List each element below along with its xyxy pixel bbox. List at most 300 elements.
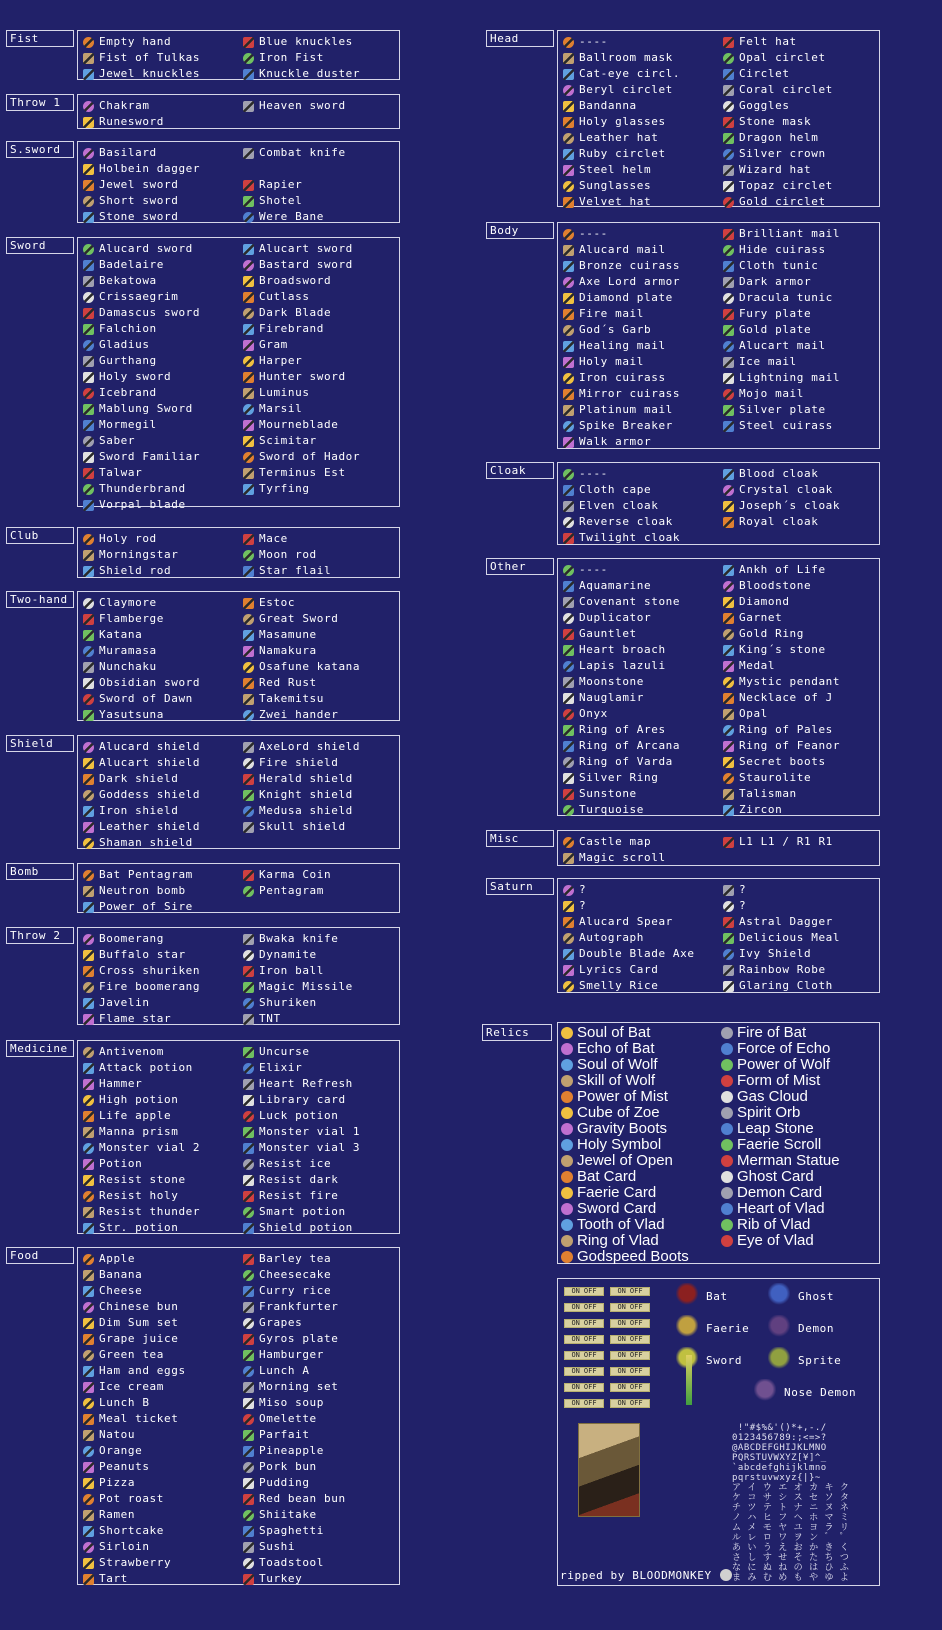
- item-antivenom[interactable]: [83, 1044, 238, 1060]
- item-silver-plate[interactable]: [723, 402, 878, 418]
- item-curry-rice[interactable]: [243, 1283, 398, 1299]
- item-dark-armor[interactable]: [723, 274, 878, 290]
- familiar-bat[interactable]: [676, 1283, 728, 1309]
- item-shortcake[interactable]: [83, 1523, 238, 1539]
- item-barley-tea[interactable]: [243, 1251, 398, 1267]
- item-jewel-knuckles[interactable]: [83, 66, 238, 82]
- item-library-card[interactable]: [243, 1092, 398, 1108]
- item-velvet-hat[interactable]: [563, 194, 718, 210]
- item-stone-mask[interactable]: [723, 114, 878, 130]
- on-off-toggle[interactable]: [610, 1351, 650, 1360]
- item-marsil[interactable]: [243, 401, 398, 417]
- item-falchion[interactable]: [83, 321, 238, 337]
- item-icebrand[interactable]: [83, 385, 238, 401]
- item-reverse-cloak[interactable]: [563, 514, 718, 530]
- item-karma-coin[interactable]: [243, 867, 398, 883]
- item-estoc[interactable]: [243, 595, 398, 611]
- item-terminus-est[interactable]: [243, 465, 398, 481]
- item-natou[interactable]: [83, 1427, 238, 1443]
- familiar-demon[interactable]: [768, 1315, 834, 1341]
- item-smart-potion[interactable]: [243, 1204, 398, 1220]
- item-green-tea[interactable]: [83, 1347, 238, 1363]
- item-bwaka-knife[interactable]: [243, 931, 398, 947]
- item-scimitar[interactable]: [243, 433, 398, 449]
- on-off-toggle[interactable]: [610, 1287, 650, 1296]
- item-spaghetti[interactable]: [243, 1523, 398, 1539]
- relic-power-of-wolf[interactable]: [721, 1057, 876, 1073]
- item-attack-potion[interactable]: [83, 1060, 238, 1076]
- item-alucard-spear[interactable]: [563, 914, 718, 930]
- item-dynamite[interactable]: [243, 947, 398, 963]
- item-healing-mail[interactable]: [563, 338, 718, 354]
- item-gold-ring[interactable]: [723, 626, 878, 642]
- relic-leap-stone[interactable]: [721, 1121, 876, 1137]
- item-iron-shield[interactable]: [83, 803, 238, 819]
- item-dark-shield[interactable]: [83, 771, 238, 787]
- item-pineapple[interactable]: [243, 1443, 398, 1459]
- item-king-s-stone[interactable]: [723, 642, 878, 658]
- item-duplicator[interactable]: [563, 610, 718, 626]
- item-talisman[interactable]: [723, 786, 878, 802]
- item-item[interactable]: [723, 898, 878, 914]
- item-pork-bun[interactable]: [243, 1459, 398, 1475]
- item-leather-hat[interactable]: [563, 130, 718, 146]
- item-sirloin[interactable]: [83, 1539, 238, 1555]
- item-grape-juice[interactable]: [83, 1331, 238, 1347]
- item-talwar[interactable]: [83, 465, 238, 481]
- item-delicious-meal[interactable]: [723, 930, 878, 946]
- item-shiitake[interactable]: [243, 1507, 398, 1523]
- item-parfait[interactable]: [243, 1427, 398, 1443]
- item-badelaire[interactable]: [83, 257, 238, 273]
- item-omelette[interactable]: [243, 1411, 398, 1427]
- item-sunstone[interactable]: [563, 786, 718, 802]
- item-peanuts[interactable]: [83, 1459, 238, 1475]
- relic-merman-statue[interactable]: [721, 1153, 876, 1169]
- item-potion[interactable]: [83, 1156, 238, 1172]
- item-strawberry[interactable]: [83, 1555, 238, 1571]
- item-buffalo-star[interactable]: [83, 947, 238, 963]
- item-medusa-shield[interactable]: [243, 803, 398, 819]
- item-dim-sum-set[interactable]: [83, 1315, 238, 1331]
- on-off-toggle[interactable]: [564, 1335, 604, 1344]
- item-item[interactable]: [563, 898, 718, 914]
- item-cat-eye-circl[interactable]: [563, 66, 718, 82]
- item-knuckle-duster[interactable]: [243, 66, 398, 82]
- item-toadstool[interactable]: [243, 1555, 398, 1571]
- item-medal[interactable]: [723, 658, 878, 674]
- item-str-potion[interactable]: [83, 1220, 238, 1236]
- item-firebrand[interactable]: [243, 321, 398, 337]
- item-item[interactable]: [563, 34, 718, 50]
- item-alucard-mail[interactable]: [563, 242, 718, 258]
- item-rainbow-robe[interactable]: [723, 962, 878, 978]
- relic-ring-of-vlad[interactable]: [561, 1233, 716, 1249]
- item-sunglasses[interactable]: [563, 178, 718, 194]
- item-masamune[interactable]: [243, 627, 398, 643]
- on-off-toggle[interactable]: [610, 1383, 650, 1392]
- relic-soul-of-bat[interactable]: [561, 1025, 716, 1041]
- item-zircon[interactable]: [723, 802, 878, 818]
- item-bastard-sword[interactable]: [243, 257, 398, 273]
- item-staurolite[interactable]: [723, 770, 878, 786]
- item-zwei-hander[interactable]: [243, 707, 398, 723]
- item-gladius[interactable]: [83, 337, 238, 353]
- item-blue-knuckles[interactable]: [243, 34, 398, 50]
- item-luminus[interactable]: [243, 385, 398, 401]
- item-shuriken[interactable]: [243, 995, 398, 1011]
- relic-echo-of-bat[interactable]: [561, 1041, 716, 1057]
- item-iron-ball[interactable]: [243, 963, 398, 979]
- relic-eye-of-vlad[interactable]: [721, 1233, 876, 1249]
- item-bloodstone[interactable]: [723, 578, 878, 594]
- item-hide-cuirass[interactable]: [723, 242, 878, 258]
- item-iron-cuirass[interactable]: [563, 370, 718, 386]
- relic-heart-of-vlad[interactable]: [721, 1201, 876, 1217]
- item-twilight-cloak[interactable]: [563, 530, 718, 546]
- item-neutron-bomb[interactable]: [83, 883, 238, 899]
- on-off-toggle[interactable]: [564, 1303, 604, 1312]
- on-off-toggle[interactable]: [610, 1367, 650, 1376]
- item-shield-rod[interactable]: [83, 563, 238, 579]
- item-god-s-garb[interactable]: [563, 322, 718, 338]
- item-holy-rod[interactable]: [83, 531, 238, 547]
- item-heart-broach[interactable]: [563, 642, 718, 658]
- item-harper[interactable]: [243, 353, 398, 369]
- item-basilard[interactable]: [83, 145, 238, 161]
- item-topaz-circlet[interactable]: [723, 178, 878, 194]
- item-obsidian-sword[interactable]: [83, 675, 238, 691]
- item-katana[interactable]: [83, 627, 238, 643]
- item-silver-crown[interactable]: [723, 146, 878, 162]
- item-garnet[interactable]: [723, 610, 878, 626]
- item-ballroom-mask[interactable]: [563, 50, 718, 66]
- relic-rib-of-vlad[interactable]: [721, 1217, 876, 1233]
- item-manna-prism[interactable]: [83, 1124, 238, 1140]
- familiar-ghost[interactable]: [768, 1283, 834, 1309]
- item-iron-fist[interactable]: [243, 50, 398, 66]
- item-moon-rod[interactable]: [243, 547, 398, 563]
- item-monster-vial-1[interactable]: [243, 1124, 398, 1140]
- item-fist-of-tulkas[interactable]: [83, 50, 238, 66]
- item-chinese-bun[interactable]: [83, 1299, 238, 1315]
- item-holy-glasses[interactable]: [563, 114, 718, 130]
- item-cheesecake[interactable]: [243, 1267, 398, 1283]
- item-smelly-rice[interactable]: [563, 978, 718, 994]
- on-off-toggle[interactable]: [610, 1335, 650, 1344]
- item-crystal-cloak[interactable]: [723, 482, 878, 498]
- item-ring-of-feanor[interactable]: [723, 738, 878, 754]
- item-fire-shield[interactable]: [243, 755, 398, 771]
- on-off-toggle[interactable]: [564, 1399, 604, 1408]
- item-lunch-a[interactable]: [243, 1363, 398, 1379]
- item-diamond-plate[interactable]: [563, 290, 718, 306]
- item-meal-ticket[interactable]: [83, 1411, 238, 1427]
- item-monster-vial-3[interactable]: [243, 1140, 398, 1156]
- item-bat-pentagram[interactable]: [83, 867, 238, 883]
- item-ring-of-pales[interactable]: [723, 722, 878, 738]
- item-javelin[interactable]: [83, 995, 238, 1011]
- familiar-nose-demon[interactable]: [754, 1379, 856, 1405]
- on-off-toggle[interactable]: [564, 1351, 604, 1360]
- item-fire-boomerang[interactable]: [83, 979, 238, 995]
- item-hamburger[interactable]: [243, 1347, 398, 1363]
- item-lunch-b[interactable]: [83, 1395, 238, 1411]
- familiar-sprite[interactable]: [768, 1347, 841, 1373]
- item-gold-circlet[interactable]: [723, 194, 878, 210]
- item-orange[interactable]: [83, 1443, 238, 1459]
- item-walk-armor[interactable]: [563, 434, 718, 450]
- item-item[interactable]: [563, 466, 718, 482]
- item-star-flail[interactable]: [243, 563, 398, 579]
- item-alucart-shield[interactable]: [83, 755, 238, 771]
- item-ruby-circlet[interactable]: [563, 146, 718, 162]
- item-lyrics-card[interactable]: [563, 962, 718, 978]
- item-monster-vial-2[interactable]: [83, 1140, 238, 1156]
- item-spike-breaker[interactable]: [563, 418, 718, 434]
- item-aquamarine[interactable]: [563, 578, 718, 594]
- item-magic-scroll[interactable]: [563, 850, 718, 866]
- item-lapis-lazuli[interactable]: [563, 658, 718, 674]
- item-frankfurter[interactable]: [243, 1299, 398, 1315]
- item-sword-familiar[interactable]: [83, 449, 238, 465]
- item-sushi[interactable]: [243, 1539, 398, 1555]
- item-skull-shield[interactable]: [243, 819, 398, 835]
- item-leather-shield[interactable]: [83, 819, 238, 835]
- relic-godspeed-boots[interactable]: [561, 1249, 716, 1265]
- item-takemitsu[interactable]: [243, 691, 398, 707]
- item-ivy-shield[interactable]: [723, 946, 878, 962]
- item-hunter-sword[interactable]: [243, 369, 398, 385]
- item-elixir[interactable]: [243, 1060, 398, 1076]
- item-miso-soup[interactable]: [243, 1395, 398, 1411]
- item-high-potion[interactable]: [83, 1092, 238, 1108]
- item-flame-star[interactable]: [83, 1011, 238, 1027]
- item-onyx[interactable]: [563, 706, 718, 722]
- item-resist-fire[interactable]: [243, 1188, 398, 1204]
- relic-tooth-of-vlad[interactable]: [561, 1217, 716, 1233]
- item-apple[interactable]: [83, 1251, 238, 1267]
- item-heart-refresh[interactable]: [243, 1076, 398, 1092]
- item-bandanna[interactable]: [563, 98, 718, 114]
- item-mace[interactable]: [243, 531, 398, 547]
- item-coral-circlet[interactable]: [723, 82, 878, 98]
- item-turkey[interactable]: [243, 1571, 398, 1587]
- item-herald-shield[interactable]: [243, 771, 398, 787]
- relic-fire-of-bat[interactable]: [721, 1025, 876, 1041]
- item-ice-mail[interactable]: [723, 354, 878, 370]
- item-heaven-sword[interactable]: [243, 98, 398, 114]
- item-damascus-sword[interactable]: [83, 305, 238, 321]
- item-ankh-of-life[interactable]: [723, 562, 878, 578]
- item-boomerang[interactable]: [83, 931, 238, 947]
- item-osafune-katana[interactable]: [243, 659, 398, 675]
- item-resist-thunder[interactable]: [83, 1204, 238, 1220]
- item-tnt[interactable]: [243, 1011, 398, 1027]
- item-gold-plate[interactable]: [723, 322, 878, 338]
- item-alucart-sword[interactable]: [243, 241, 398, 257]
- item-runesword[interactable]: [83, 114, 238, 130]
- item-alucard-shield[interactable]: [83, 739, 238, 755]
- relic-faerie-scroll[interactable]: [721, 1137, 876, 1153]
- item-autograph[interactable]: [563, 930, 718, 946]
- item-mojo-mail[interactable]: [723, 386, 878, 402]
- item-lightning-mail[interactable]: [723, 370, 878, 386]
- item-shaman-shield[interactable]: [83, 835, 238, 851]
- item-pudding[interactable]: [243, 1475, 398, 1491]
- item-morning-set[interactable]: [243, 1379, 398, 1395]
- item-steel-cuirass[interactable]: [723, 418, 878, 434]
- item-thunderbrand[interactable]: [83, 481, 238, 497]
- item-tyrfing[interactable]: [243, 481, 398, 497]
- item-uncurse[interactable]: [243, 1044, 398, 1060]
- item-ramen[interactable]: [83, 1507, 238, 1523]
- item-ham-and-eggs[interactable]: [83, 1363, 238, 1379]
- item-red-bean-bun[interactable]: [243, 1491, 398, 1507]
- relic-jewel-of-open[interactable]: [561, 1153, 716, 1169]
- item-cloth-cape[interactable]: [563, 482, 718, 498]
- item-saber[interactable]: [83, 433, 238, 449]
- item-beryl-circlet[interactable]: [563, 82, 718, 98]
- item-axe-lord-armor[interactable]: [563, 274, 718, 290]
- item-were-bane[interactable]: [243, 209, 398, 225]
- item-joseph-s-cloak[interactable]: [723, 498, 878, 514]
- item-alucart-mail[interactable]: [723, 338, 878, 354]
- item-sword-of-hador[interactable]: [243, 449, 398, 465]
- item-broadsword[interactable]: [243, 273, 398, 289]
- item-yasutsuna[interactable]: [83, 707, 238, 723]
- item-mystic-pendant[interactable]: [723, 674, 878, 690]
- item-goddess-shield[interactable]: [83, 787, 238, 803]
- item-red-rust[interactable]: [243, 675, 398, 691]
- item-chakram[interactable]: [83, 98, 238, 114]
- item-cutlass[interactable]: [243, 289, 398, 305]
- item-covenant-stone[interactable]: [563, 594, 718, 610]
- relic-soul-of-wolf[interactable]: [561, 1057, 716, 1073]
- item-morningstar[interactable]: [83, 547, 238, 563]
- item-blood-cloak[interactable]: [723, 466, 878, 482]
- item-shotel[interactable]: [243, 193, 398, 209]
- item-wizard-hat[interactable]: [723, 162, 878, 178]
- item-circlet[interactable]: [723, 66, 878, 82]
- item-secret-boots[interactable]: [723, 754, 878, 770]
- item-ring-of-ares[interactable]: [563, 722, 718, 738]
- relic-skill-of-wolf[interactable]: [561, 1073, 716, 1089]
- item-gram[interactable]: [243, 337, 398, 353]
- item-hammer[interactable]: [83, 1076, 238, 1092]
- item-necklace-of-j[interactable]: [723, 690, 878, 706]
- item-astral-dagger[interactable]: [723, 914, 878, 930]
- item-namakura[interactable]: [243, 643, 398, 659]
- item-resist-ice[interactable]: [243, 1156, 398, 1172]
- item-shield-potion[interactable]: [243, 1220, 398, 1236]
- item-resist-holy[interactable]: [83, 1188, 238, 1204]
- item-royal-cloak[interactable]: [723, 514, 878, 530]
- item-nauglamir[interactable]: [563, 690, 718, 706]
- item-resist-dark[interactable]: [243, 1172, 398, 1188]
- relic-ghost-card[interactable]: [721, 1169, 876, 1185]
- on-off-toggle[interactable]: [610, 1319, 650, 1328]
- item-luck-potion[interactable]: [243, 1108, 398, 1124]
- relic-faerie-card[interactable]: [561, 1185, 716, 1201]
- item-flamberge[interactable]: [83, 611, 238, 627]
- relic-force-of-echo[interactable]: [721, 1041, 876, 1057]
- item-castle-map[interactable]: [563, 834, 718, 850]
- item-muramasa[interactable]: [83, 643, 238, 659]
- relic-spirit-orb[interactable]: [721, 1105, 876, 1121]
- item-mirror-cuirass[interactable]: [563, 386, 718, 402]
- item-cloth-tunic[interactable]: [723, 258, 878, 274]
- item-ring-of-arcana[interactable]: [563, 738, 718, 754]
- item-pizza[interactable]: [83, 1475, 238, 1491]
- item-dark-blade[interactable]: [243, 305, 398, 321]
- item-tart[interactable]: [83, 1571, 238, 1587]
- item-mormegil[interactable]: [83, 417, 238, 433]
- on-off-toggle[interactable]: [564, 1367, 604, 1376]
- item-holy-sword[interactable]: [83, 369, 238, 385]
- item-item[interactable]: [563, 882, 718, 898]
- item-felt-hat[interactable]: [723, 34, 878, 50]
- item-resist-stone[interactable]: [83, 1172, 238, 1188]
- item-glaring-cloth[interactable]: [723, 978, 878, 994]
- item-cheese[interactable]: [83, 1283, 238, 1299]
- item-dragon-helm[interactable]: [723, 130, 878, 146]
- item-mablung-sword[interactable]: [83, 401, 238, 417]
- item-fire-mail[interactable]: [563, 306, 718, 322]
- item-short-sword[interactable]: [83, 193, 238, 209]
- item-silver-ring[interactable]: [563, 770, 718, 786]
- item-diamond[interactable]: [723, 594, 878, 610]
- item-turquoise[interactable]: [563, 802, 718, 818]
- item-rapier[interactable]: [243, 177, 398, 193]
- item-great-sword[interactable]: [243, 611, 398, 627]
- on-off-toggle[interactable]: [564, 1383, 604, 1392]
- relic-form-of-mist[interactable]: [721, 1073, 876, 1089]
- relic-bat-card[interactable]: [561, 1169, 716, 1185]
- item-sword-of-dawn[interactable]: [83, 691, 238, 707]
- item-gurthang[interactable]: [83, 353, 238, 369]
- relic-sword-card[interactable]: [561, 1201, 716, 1217]
- item-opal[interactable]: [723, 706, 878, 722]
- item-bronze-cuirass[interactable]: [563, 258, 718, 274]
- item-platinum-mail[interactable]: [563, 402, 718, 418]
- item-vorpal-blade[interactable]: [83, 497, 238, 513]
- relic-power-of-mist[interactable]: [561, 1089, 716, 1105]
- item-grapes[interactable]: [243, 1315, 398, 1331]
- item-knight-shield[interactable]: [243, 787, 398, 803]
- on-off-toggle[interactable]: [564, 1319, 604, 1328]
- item-gyros-plate[interactable]: [243, 1331, 398, 1347]
- relic-holy-symbol[interactable]: [561, 1137, 716, 1153]
- familiar-faerie[interactable]: [676, 1315, 749, 1341]
- item-life-apple[interactable]: [83, 1108, 238, 1124]
- item-l1-l1-r1-r1[interactable]: [723, 834, 878, 850]
- item-banana[interactable]: [83, 1267, 238, 1283]
- on-off-toggle[interactable]: [610, 1399, 650, 1408]
- item-cross-shuriken[interactable]: [83, 963, 238, 979]
- item-holy-mail[interactable]: [563, 354, 718, 370]
- item-power-of-sire[interactable]: [83, 899, 238, 915]
- item-stone-sword[interactable]: [83, 209, 238, 225]
- item-alucard-sword[interactable]: [83, 241, 238, 257]
- item-claymore[interactable]: [83, 595, 238, 611]
- relic-gravity-boots[interactable]: [561, 1121, 716, 1137]
- item-goggles[interactable]: [723, 98, 878, 114]
- item-double-blade-axe[interactable]: [563, 946, 718, 962]
- item-empty-hand[interactable]: [83, 34, 238, 50]
- item-combat-knife[interactable]: [243, 145, 398, 161]
- item-axelord-shield[interactable]: [243, 739, 398, 755]
